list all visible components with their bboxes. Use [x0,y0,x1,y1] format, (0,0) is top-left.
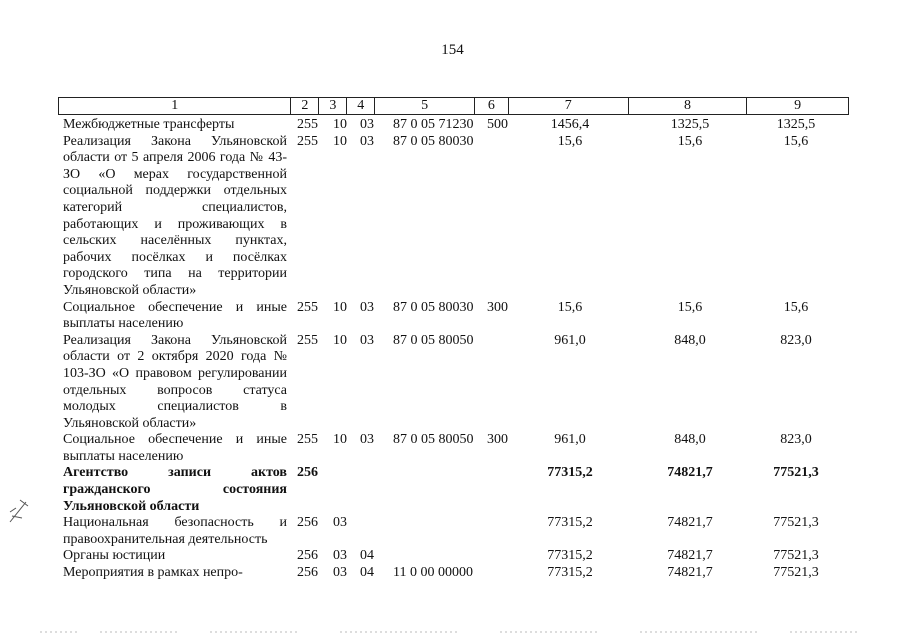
row-cell-c7: 77315,2 [547,465,593,481]
row-name: Национальная безопасность и правоохранительная деятельность [63,515,287,547]
row-cell-c5: 87 0 05 80030 [393,133,474,149]
row-cell-c2: 256 [297,548,318,564]
row-cell-c3: 10 [333,332,347,348]
table-row [0,548,905,565]
header-col-7: 7 [509,98,629,114]
row-cell-c6: 500 [487,117,508,132]
row-name: Органы юстиции [63,548,166,564]
row-cell-c9: 77521,3 [773,565,819,581]
row-cell-c2: 255 [297,432,318,448]
row-cell-c5: 11 0 00 00000 [393,565,473,581]
table-row [0,515,905,548]
header-col-6: 6 [475,98,509,114]
header-col-9: 9 [794,98,802,113]
row-cell-c4: 04 [360,565,374,581]
row-cell-c7: 77315,2 [547,515,593,531]
row-cell-c7: 77315,2 [547,548,593,564]
row-cell-c9: 823,0 [780,432,812,448]
row-name: Агентство записи актов гражданского состояния Ульяновской области [63,465,287,514]
row-cell-c2: 256 [297,465,318,481]
header-col-1: 1 [59,98,291,114]
row-cell-c9: 1325,5 [776,117,816,132]
table-header [58,97,849,115]
table-row [0,565,905,582]
row-cell-c7: 1456,4 [550,117,590,132]
row-cell-c9: 77521,3 [773,548,819,564]
row-cell-c2: 256 [297,565,318,581]
row-cell-c3: 10 [333,117,347,132]
row-cell-c7: 15,6 [557,133,583,149]
header-col-4: 4 [347,98,375,114]
row-name: Социальное обеспечение и иные выплаты населению [63,432,287,464]
page-number: 154 [441,42,464,58]
row-cell-c8: 848,0 [674,432,706,448]
margin-scribble [6,496,32,526]
row-cell-c3: 10 [333,133,347,149]
row-cell-c2: 255 [297,299,318,315]
row-cell-c4: 03 [360,332,374,348]
row-cell-c4: 03 [360,299,374,315]
header-col-2: 2 [291,98,319,114]
header-col-8: 8 [629,98,748,114]
row-cell-c7: 77315,2 [547,565,593,581]
row-cell-c3: 03 [333,565,347,581]
table-row [0,432,905,465]
row-name: Реализация Закона Ульяновской области от 2 октября 2020 года № 103-ЗО «О правовом регулировании отдельных вопросов статуса молодых специалистов в Ульяновской области» [63,332,287,431]
row-cell-c5: 87 0 05 71230 [393,117,474,132]
row-cell-c8: 74821,7 [667,565,713,581]
row-cell-c9: 77521,3 [773,465,819,481]
row-cell-c4: 03 [360,117,374,132]
row-cell-c4: 03 [360,432,374,448]
table-row [0,117,905,134]
row-cell-c3: 03 [333,515,347,531]
row-cell-c6: 300 [487,299,508,315]
row-cell-c3: 03 [333,548,347,564]
header-col-5: 5 [375,98,475,114]
row-cell-c9: 15,6 [783,299,809,315]
row-name: Социальное обеспечение и иные выплаты населению [63,299,287,332]
table-body [0,117,905,582]
row-cell-c2: 255 [297,332,318,348]
row-cell-c4: 04 [360,548,374,564]
row-cell-c2: 255 [297,117,318,132]
row-cell-c5: 87 0 05 80050 [393,432,474,448]
row-cell-c3: 10 [333,432,347,448]
scan-edge-noise [40,629,860,635]
row-cell-c5: 87 0 05 80050 [393,332,474,348]
table-row [0,300,905,333]
row-cell-c7: 961,0 [554,432,586,448]
row-cell-c8: 1325,5 [670,117,710,132]
row-cell-c2: 255 [297,133,318,149]
table-row [0,134,905,300]
row-cell-c7: 961,0 [554,332,586,348]
row-cell-c9: 77521,3 [773,515,819,531]
row-cell-c8: 15,6 [677,133,703,149]
row-cell-c8: 74821,7 [667,515,713,531]
row-cell-c8: 74821,7 [667,465,713,481]
row-cell-c8: 74821,7 [667,548,713,564]
row-cell-c5: 87 0 05 80030 [393,299,474,315]
table-row [0,465,905,515]
row-name: Мероприятия в рамках непро- [63,565,243,581]
row-cell-c4: 03 [360,133,374,149]
row-cell-c3: 10 [333,299,347,315]
row-name: Межбюджетные трансферты [63,117,235,132]
row-cell-c2: 256 [297,515,318,531]
row-cell-c9: 15,6 [783,133,809,149]
row-cell-c8: 15,6 [677,299,703,315]
row-name: Реализация Закона Ульяновской области от 5 апреля 2006 года № 43-ЗО «О мерах государственной социальной поддержки отдельных категорий специалистов, работающих и проживающих в сельских населённых пунктах, рабочих посёлках и посёлках городского типа на территории Ульяновской области» [63,133,287,298]
row-cell-c7: 15,6 [557,299,583,315]
row-cell-c9: 823,0 [780,332,812,348]
header-col-3: 3 [319,98,347,114]
row-cell-c8: 848,0 [674,332,706,348]
row-cell-c6: 300 [487,432,508,448]
table-row [0,333,905,433]
